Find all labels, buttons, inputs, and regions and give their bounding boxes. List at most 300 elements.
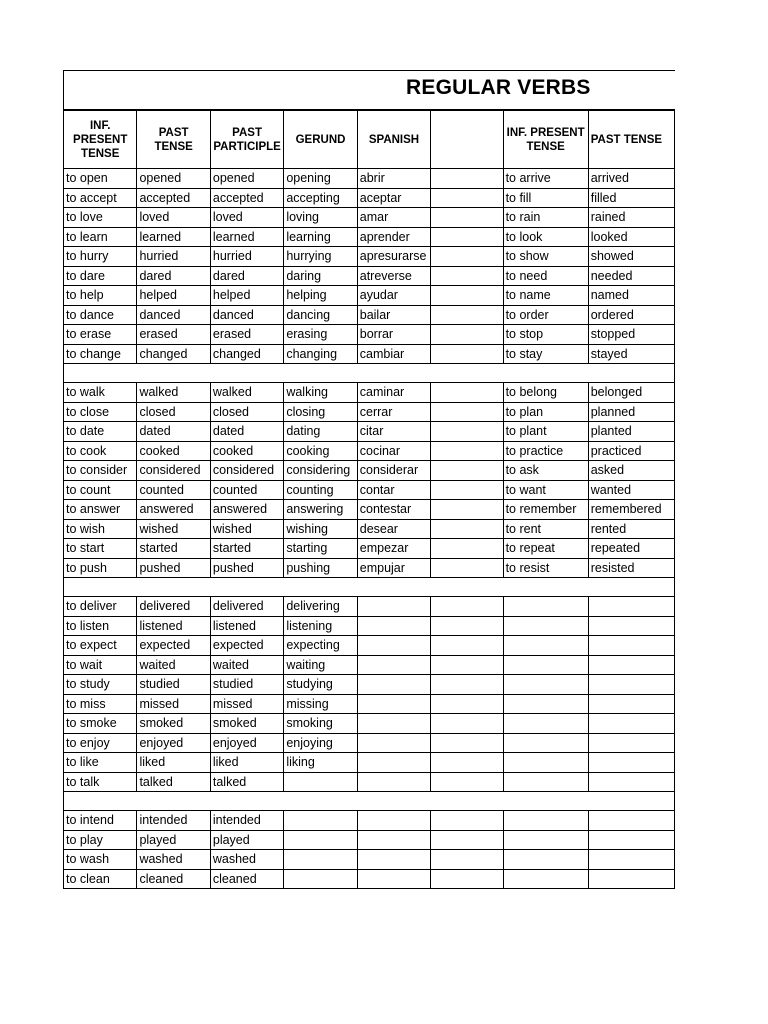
table-cell: counting xyxy=(284,480,357,500)
table-cell xyxy=(431,830,503,850)
table-cell: to stay xyxy=(503,344,588,364)
table-cell: erased xyxy=(210,325,283,345)
table-cell: studying xyxy=(284,675,357,695)
table-cell: to count xyxy=(64,480,137,500)
table-cell xyxy=(503,753,588,773)
table-cell: missed xyxy=(137,694,210,714)
table-cell: cerrar xyxy=(357,402,430,422)
column-header: INF. PRESENT TENSE xyxy=(503,111,588,169)
table-cell: listened xyxy=(210,616,283,636)
verb-sheet xyxy=(63,70,675,889)
table-row xyxy=(64,461,675,481)
table-cell: erasing xyxy=(284,325,357,345)
table-cell xyxy=(503,772,588,792)
table-cell: changing xyxy=(284,344,357,364)
table-cell: studied xyxy=(210,675,283,695)
column-header: PAST TENSE xyxy=(588,111,674,169)
table-cell: dancing xyxy=(284,305,357,325)
table-cell xyxy=(588,714,674,734)
table-cell xyxy=(431,227,503,247)
table-row xyxy=(64,441,675,461)
table-cell: played xyxy=(137,830,210,850)
table-cell xyxy=(431,402,503,422)
table-cell: counted xyxy=(210,480,283,500)
table-row xyxy=(64,286,675,306)
table-cell: to enjoy xyxy=(64,733,137,753)
table-cell: to smoke xyxy=(64,714,137,734)
table-cell: to answer xyxy=(64,500,137,520)
table-row xyxy=(64,188,675,208)
table-cell: enjoyed xyxy=(210,733,283,753)
table-cell: to learn xyxy=(64,227,137,247)
table-row xyxy=(64,519,675,539)
table-cell: pushing xyxy=(284,558,357,578)
table-cell: filled xyxy=(588,188,674,208)
column-header: GERUND xyxy=(284,111,357,169)
table-cell: contar xyxy=(357,480,430,500)
table-row xyxy=(64,539,675,559)
table-cell: to repeat xyxy=(503,539,588,559)
table-cell: dated xyxy=(210,422,283,442)
table-cell: washed xyxy=(137,850,210,870)
table-row xyxy=(64,733,675,753)
table-cell: pushed xyxy=(210,558,283,578)
table-cell: to deliver xyxy=(64,597,137,617)
table-cell xyxy=(431,733,503,753)
table-row xyxy=(64,675,675,695)
table-cell: missed xyxy=(210,694,283,714)
table-cell xyxy=(588,675,674,695)
table-cell: to start xyxy=(64,539,137,559)
table-cell: caminar xyxy=(357,383,430,403)
table-row xyxy=(64,383,675,403)
table-cell: to clean xyxy=(64,869,137,889)
table-row xyxy=(64,208,675,228)
table-row xyxy=(64,227,675,247)
table-cell: cooked xyxy=(137,441,210,461)
table-cell xyxy=(357,675,430,695)
table-cell: listening xyxy=(284,616,357,636)
table-cell: opened xyxy=(210,169,283,189)
table-cell xyxy=(357,772,430,792)
table-cell: to walk xyxy=(64,383,137,403)
table-cell: liked xyxy=(210,753,283,773)
table-cell: pushed xyxy=(137,558,210,578)
table-cell: planted xyxy=(588,422,674,442)
table-cell: aprender xyxy=(357,227,430,247)
column-header: PAST PARTICIPLE xyxy=(210,111,283,169)
table-cell: to want xyxy=(503,480,588,500)
table-cell: to ask xyxy=(503,461,588,481)
table-cell: dating xyxy=(284,422,357,442)
table-cell: dared xyxy=(137,266,210,286)
table-cell: to love xyxy=(64,208,137,228)
table-cell: accepting xyxy=(284,188,357,208)
table-cell: apresurarse xyxy=(357,247,430,267)
table-cell: to belong xyxy=(503,383,588,403)
table-row xyxy=(64,772,675,792)
table-cell: danced xyxy=(210,305,283,325)
table-cell: arrived xyxy=(588,169,674,189)
table-cell: to close xyxy=(64,402,137,422)
table-cell: citar xyxy=(357,422,430,442)
table-row xyxy=(64,480,675,500)
table-cell: enjoying xyxy=(284,733,357,753)
table-cell xyxy=(503,636,588,656)
table-cell: walked xyxy=(210,383,283,403)
table-row xyxy=(64,558,675,578)
table-cell xyxy=(431,558,503,578)
table-row xyxy=(64,655,675,675)
table-cell xyxy=(431,636,503,656)
table-cell: to intend xyxy=(64,811,137,831)
table-cell: to rent xyxy=(503,519,588,539)
table-cell xyxy=(503,733,588,753)
table-cell: to plant xyxy=(503,422,588,442)
table-cell: closed xyxy=(137,402,210,422)
table-cell: to wait xyxy=(64,655,137,675)
table-cell: helping xyxy=(284,286,357,306)
spacer-cell xyxy=(64,578,675,597)
table-cell: answered xyxy=(210,500,283,520)
table-cell xyxy=(431,461,503,481)
table-row xyxy=(64,694,675,714)
table-row xyxy=(64,753,675,773)
table-cell: planned xyxy=(588,402,674,422)
table-cell xyxy=(503,675,588,695)
table-cell: changed xyxy=(137,344,210,364)
table-cell: smoked xyxy=(210,714,283,734)
table-cell xyxy=(284,811,357,831)
table-cell xyxy=(431,519,503,539)
table-cell: accepted xyxy=(210,188,283,208)
table-cell: abrir xyxy=(357,169,430,189)
table-cell xyxy=(357,733,430,753)
table-cell: cleaned xyxy=(210,869,283,889)
table-cell: to need xyxy=(503,266,588,286)
table-cell: to resist xyxy=(503,558,588,578)
table-cell: borrar xyxy=(357,325,430,345)
column-header: INF. PRESENT TENSE xyxy=(64,111,137,169)
page-title: REGULAR VERBS xyxy=(406,76,591,99)
table-cell: named xyxy=(588,286,674,306)
table-cell: considering xyxy=(284,461,357,481)
table-cell: ayudar xyxy=(357,286,430,306)
header-row xyxy=(64,111,675,169)
table-cell: cocinar xyxy=(357,441,430,461)
table-row xyxy=(64,422,675,442)
table-cell xyxy=(503,811,588,831)
table-cell: desear xyxy=(357,519,430,539)
table-cell: considered xyxy=(210,461,283,481)
table-cell xyxy=(357,714,430,734)
table-cell: to change xyxy=(64,344,137,364)
table-cell: to help xyxy=(64,286,137,306)
table-cell: opened xyxy=(137,169,210,189)
table-cell: waited xyxy=(137,655,210,675)
table-cell xyxy=(284,850,357,870)
table-cell xyxy=(431,772,503,792)
table-cell: to dare xyxy=(64,266,137,286)
table-cell: looked xyxy=(588,227,674,247)
table-cell xyxy=(431,500,503,520)
table-cell: to plan xyxy=(503,402,588,422)
table-cell: dated xyxy=(137,422,210,442)
table-cell xyxy=(503,694,588,714)
table-cell xyxy=(431,480,503,500)
table-cell xyxy=(284,869,357,889)
table-row xyxy=(64,616,675,636)
table-row xyxy=(64,636,675,656)
table-cell: smoking xyxy=(284,714,357,734)
table-cell xyxy=(357,850,430,870)
table-cell xyxy=(431,188,503,208)
table-cell xyxy=(503,830,588,850)
table-cell: to erase xyxy=(64,325,137,345)
table-cell xyxy=(357,694,430,714)
table-cell: waited xyxy=(210,655,283,675)
table-cell xyxy=(431,675,503,695)
table-cell: loved xyxy=(137,208,210,228)
table-row xyxy=(64,811,675,831)
table-cell: to stop xyxy=(503,325,588,345)
table-cell: smoked xyxy=(137,714,210,734)
table-cell: belonged xyxy=(588,383,674,403)
table-cell xyxy=(357,616,430,636)
table-cell xyxy=(431,811,503,831)
table-cell xyxy=(588,733,674,753)
table-cell xyxy=(431,208,503,228)
table-cell: talked xyxy=(210,772,283,792)
table-cell: repeated xyxy=(588,539,674,559)
table-cell xyxy=(588,811,674,831)
table-cell xyxy=(588,694,674,714)
table-cell: closing xyxy=(284,402,357,422)
table-cell: expected xyxy=(210,636,283,656)
spacer-cell xyxy=(64,792,675,811)
table-cell: practiced xyxy=(588,441,674,461)
table-cell xyxy=(588,753,674,773)
table-cell: to date xyxy=(64,422,137,442)
table-cell xyxy=(588,869,674,889)
table-cell: cambiar xyxy=(357,344,430,364)
table-cell xyxy=(588,850,674,870)
table-cell xyxy=(431,539,503,559)
table-cell xyxy=(431,325,503,345)
table-cell: talked xyxy=(137,772,210,792)
table-cell: rented xyxy=(588,519,674,539)
spacer-row xyxy=(64,364,675,383)
table-cell xyxy=(588,597,674,617)
table-cell xyxy=(431,344,503,364)
table-cell: to arrive xyxy=(503,169,588,189)
table-cell: wishing xyxy=(284,519,357,539)
table-row xyxy=(64,869,675,889)
table-cell: loving xyxy=(284,208,357,228)
table-cell: cleaned xyxy=(137,869,210,889)
table-cell: showed xyxy=(588,247,674,267)
table-cell: to dance xyxy=(64,305,137,325)
table-cell: wished xyxy=(210,519,283,539)
title-row xyxy=(63,70,675,110)
table-cell: resisted xyxy=(588,558,674,578)
table-cell xyxy=(357,869,430,889)
table-cell: learned xyxy=(137,227,210,247)
table-cell: empujar xyxy=(357,558,430,578)
table-cell: played xyxy=(210,830,283,850)
table-cell: contestar xyxy=(357,500,430,520)
table-row xyxy=(64,344,675,364)
table-cell: liking xyxy=(284,753,357,773)
table-cell: intended xyxy=(210,811,283,831)
table-cell: to consider xyxy=(64,461,137,481)
table-cell: opening xyxy=(284,169,357,189)
table-cell: to study xyxy=(64,675,137,695)
table-cell: danced xyxy=(137,305,210,325)
table-cell: delivered xyxy=(210,597,283,617)
table-cell: walking xyxy=(284,383,357,403)
table-cell: to listen xyxy=(64,616,137,636)
table-cell: learned xyxy=(210,227,283,247)
table-cell: answering xyxy=(284,500,357,520)
table-row xyxy=(64,850,675,870)
table-cell: to wash xyxy=(64,850,137,870)
table-cell: to wish xyxy=(64,519,137,539)
table-cell xyxy=(431,441,503,461)
table-cell: to fill xyxy=(503,188,588,208)
table-cell: closed xyxy=(210,402,283,422)
table-cell: atreverse xyxy=(357,266,430,286)
table-cell xyxy=(503,850,588,870)
table-cell: empezar xyxy=(357,539,430,559)
column-header: SPANISH xyxy=(357,111,430,169)
table-cell: dared xyxy=(210,266,283,286)
table-cell xyxy=(588,636,674,656)
spacer-row xyxy=(64,578,675,597)
table-cell xyxy=(431,286,503,306)
table-cell: to like xyxy=(64,753,137,773)
table-cell: stopped xyxy=(588,325,674,345)
table-cell: considerar xyxy=(357,461,430,481)
table-cell xyxy=(503,597,588,617)
table-row xyxy=(64,714,675,734)
spacer-row xyxy=(64,792,675,811)
table-cell: aceptar xyxy=(357,188,430,208)
table-row xyxy=(64,597,675,617)
table-cell: stayed xyxy=(588,344,674,364)
table-cell: learning xyxy=(284,227,357,247)
table-cell: started xyxy=(137,539,210,559)
table-cell xyxy=(357,753,430,773)
table-cell xyxy=(431,422,503,442)
table-cell xyxy=(431,869,503,889)
table-cell: to miss xyxy=(64,694,137,714)
column-header: PAST TENSE xyxy=(137,111,210,169)
table-cell: to practice xyxy=(503,441,588,461)
table-cell: expecting xyxy=(284,636,357,656)
table-cell: rained xyxy=(588,208,674,228)
table-cell xyxy=(431,753,503,773)
table-cell: washed xyxy=(210,850,283,870)
table-cell xyxy=(431,305,503,325)
table-cell xyxy=(503,616,588,636)
table-cell xyxy=(431,694,503,714)
table-cell: intended xyxy=(137,811,210,831)
table-cell: cooking xyxy=(284,441,357,461)
table-cell: to play xyxy=(64,830,137,850)
table-cell: accepted xyxy=(137,188,210,208)
table-cell xyxy=(588,655,674,675)
table-cell: to order xyxy=(503,305,588,325)
table-cell: to talk xyxy=(64,772,137,792)
table-cell: started xyxy=(210,539,283,559)
table-cell xyxy=(431,850,503,870)
table-row xyxy=(64,266,675,286)
table-cell: delivering xyxy=(284,597,357,617)
table-cell: loved xyxy=(210,208,283,228)
table-cell: amar xyxy=(357,208,430,228)
table-cell xyxy=(357,597,430,617)
table-cell: walked xyxy=(137,383,210,403)
table-cell: helped xyxy=(210,286,283,306)
table-cell: to open xyxy=(64,169,137,189)
table-cell: to cook xyxy=(64,441,137,461)
table-cell: enjoyed xyxy=(137,733,210,753)
table-cell: bailar xyxy=(357,305,430,325)
table-cell: considered xyxy=(137,461,210,481)
table-cell xyxy=(284,830,357,850)
table-cell: needed xyxy=(588,266,674,286)
table-cell xyxy=(431,169,503,189)
table-cell xyxy=(431,616,503,636)
table-cell: erased xyxy=(137,325,210,345)
table-row xyxy=(64,830,675,850)
table-cell: daring xyxy=(284,266,357,286)
table-cell: to remember xyxy=(503,500,588,520)
table-cell xyxy=(431,714,503,734)
table-cell xyxy=(588,616,674,636)
table-cell: to rain xyxy=(503,208,588,228)
table-cell xyxy=(357,636,430,656)
table-row xyxy=(64,500,675,520)
table-cell xyxy=(503,655,588,675)
table-cell xyxy=(284,772,357,792)
table-cell xyxy=(357,655,430,675)
table-cell xyxy=(431,655,503,675)
table-cell: delivered xyxy=(137,597,210,617)
table-row xyxy=(64,305,675,325)
column-header xyxy=(431,111,503,169)
table-cell xyxy=(588,830,674,850)
table-cell xyxy=(431,597,503,617)
table-cell: liked xyxy=(137,753,210,773)
table-cell: wished xyxy=(137,519,210,539)
verb-table xyxy=(63,110,675,889)
table-cell xyxy=(431,383,503,403)
table-row xyxy=(64,169,675,189)
table-cell: wanted xyxy=(588,480,674,500)
table-cell: answered xyxy=(137,500,210,520)
table-cell: to expect xyxy=(64,636,137,656)
table-cell xyxy=(588,772,674,792)
table-cell: starting xyxy=(284,539,357,559)
table-cell: to look xyxy=(503,227,588,247)
table-cell: asked xyxy=(588,461,674,481)
table-row xyxy=(64,402,675,422)
table-cell xyxy=(357,811,430,831)
table-cell xyxy=(431,247,503,267)
spacer-cell xyxy=(64,364,675,383)
